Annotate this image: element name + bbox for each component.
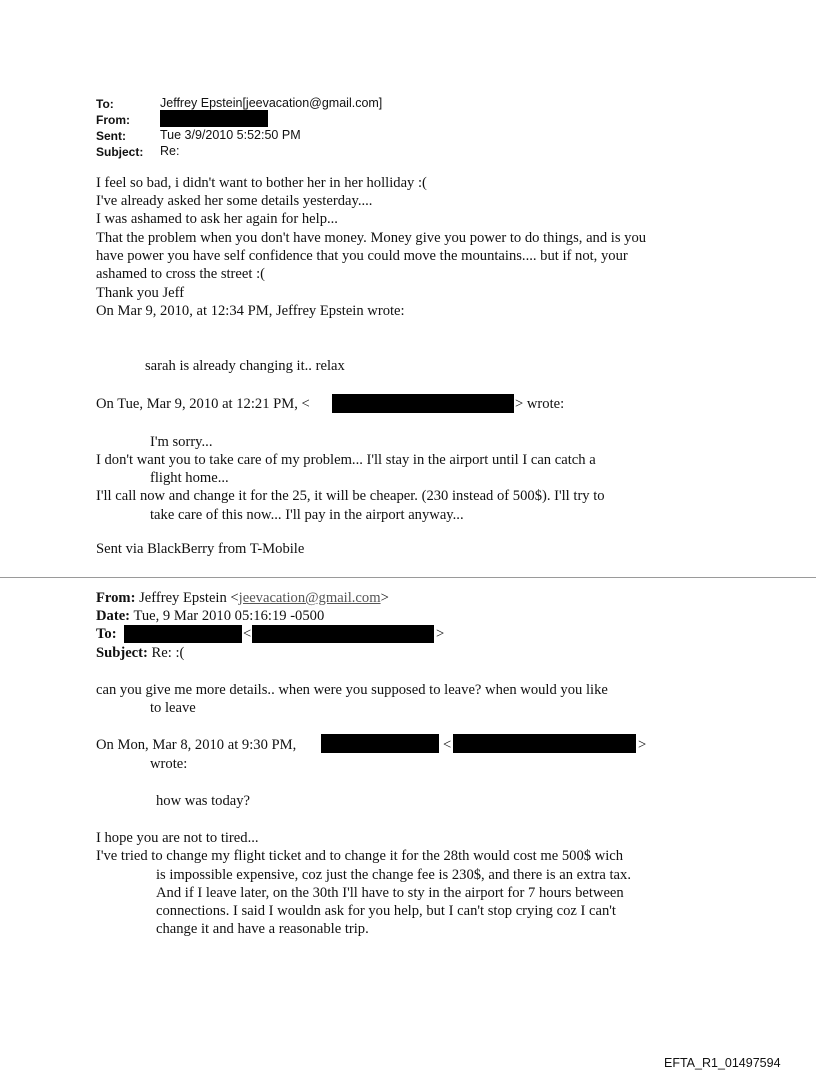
attribution-prefix: On Mon, Mar 8, 2010 at 9:30 PM,	[96, 737, 297, 753]
message-separator	[0, 577, 816, 578]
message-line: I've tried to change my flight ticket and to change it for the 28th would cost me 500$ wich	[96, 848, 624, 864]
forwarded-to-close: >	[436, 626, 445, 642]
reply-line: Thank you Jeff	[96, 285, 185, 301]
forwarded-from-row	[96, 589, 389, 607]
quoted-text: sarah is already changing it.. relax	[145, 358, 345, 374]
reply-line: I've already asked her some details yesterday....	[96, 193, 373, 209]
forwarded-date-value: Tue, 9 Mar 2010 05:16:19 -0500	[133, 608, 325, 624]
forwarded-date-label: Date:	[96, 608, 131, 624]
reply-line: I feel so bad, i didn't want to bother her in her holliday :(	[96, 175, 427, 191]
attribution-open: <	[443, 737, 452, 753]
message-line: change it and have a reasonable trip.	[156, 921, 369, 937]
quote-attribution-suffix: > wrote:	[515, 396, 565, 412]
forwarded-subject-value: Re: :(	[151, 645, 185, 661]
message-line: I hope you are not to tired...	[96, 830, 259, 846]
reply-line: ashamed to cross the street :(	[96, 266, 265, 282]
reply-line: That the problem when you don't have money. Money give you power to do things, and is you	[96, 230, 647, 246]
sender-redaction	[332, 394, 514, 413]
to-label: To:	[96, 97, 114, 111]
recipient-email-redaction	[252, 625, 434, 643]
signature-line: Sent via BlackBerry from T-Mobile	[96, 541, 305, 557]
message-line: is impossible expensive, coz just the change fee is 230$, and there is an extra tax.	[156, 867, 631, 883]
attribution-close: >	[638, 737, 647, 753]
forwarded-subject-label: Subject:	[96, 645, 148, 661]
message-line: And if I leave later, on the 30th I'll have to sty in the airport for 7 hours between	[156, 885, 624, 901]
from-redaction	[160, 110, 268, 127]
forwarded-from-name: Jeffrey Epstein <	[139, 590, 239, 606]
quoted-line: I don't want you to take care of my problem... I'll stay in the airport until I can catch a	[96, 452, 596, 468]
message-line: to leave	[150, 700, 196, 716]
attribution-name-redaction	[321, 734, 439, 753]
document-id: EFTA_R1_01497594	[664, 1056, 781, 1070]
subject-label: Subject:	[96, 145, 144, 159]
sent-value: Tue 3/9/2010 5:52:50 PM	[160, 128, 301, 142]
attribution-email-redaction	[453, 734, 636, 753]
sent-label: Sent:	[96, 129, 126, 143]
quoted-line: flight home...	[150, 470, 229, 486]
attribution-wrote: wrote:	[150, 756, 188, 772]
forwarded-date-row	[96, 607, 324, 625]
forwarded-to-open: <	[243, 626, 252, 642]
forwarded-from-close: >	[380, 590, 389, 606]
quoted-line: take care of this now... I'll pay in the airport anyway...	[150, 507, 464, 523]
message-line: connections. I said I wouldn ask for you help, but I can't stop crying coz I can't	[156, 903, 616, 919]
reply-attribution: On Mar 9, 2010, at 12:34 PM, Jeffrey Epstein wrote:	[96, 303, 405, 319]
forwarded-to-label	[96, 625, 117, 643]
quoted-text: how was today?	[156, 793, 251, 809]
forwarded-to-label-text: To:	[96, 626, 117, 642]
quote-attribution-prefix: On Tue, Mar 9, 2010 at 12:21 PM, <	[96, 396, 310, 412]
forwarded-from-label: From:	[96, 590, 136, 606]
subject-value: Re:	[160, 144, 180, 158]
forwarded-subject-row	[96, 644, 184, 662]
from-label: From:	[96, 113, 130, 127]
quoted-line: I'll call now and change it for the 25, it will be cheaper. (230 instead of 500$). I'll try to	[96, 488, 605, 504]
reply-line: I was ashamed to ask her again for help...	[96, 211, 338, 227]
recipient-name-redaction	[124, 625, 242, 643]
quoted-line: I'm sorry...	[150, 434, 213, 450]
to-value: Jeffrey Epstein[jeevacation@gmail.com]	[160, 96, 383, 110]
reply-line: have power you have self confidence that you could move the mountains.... but if not, your	[96, 248, 628, 264]
message-line: can you give me more details.. when were you supposed to leave? when would you like	[96, 682, 608, 698]
forwarded-from-email-link[interactable]: jeevacation@gmail.com	[238, 590, 381, 606]
